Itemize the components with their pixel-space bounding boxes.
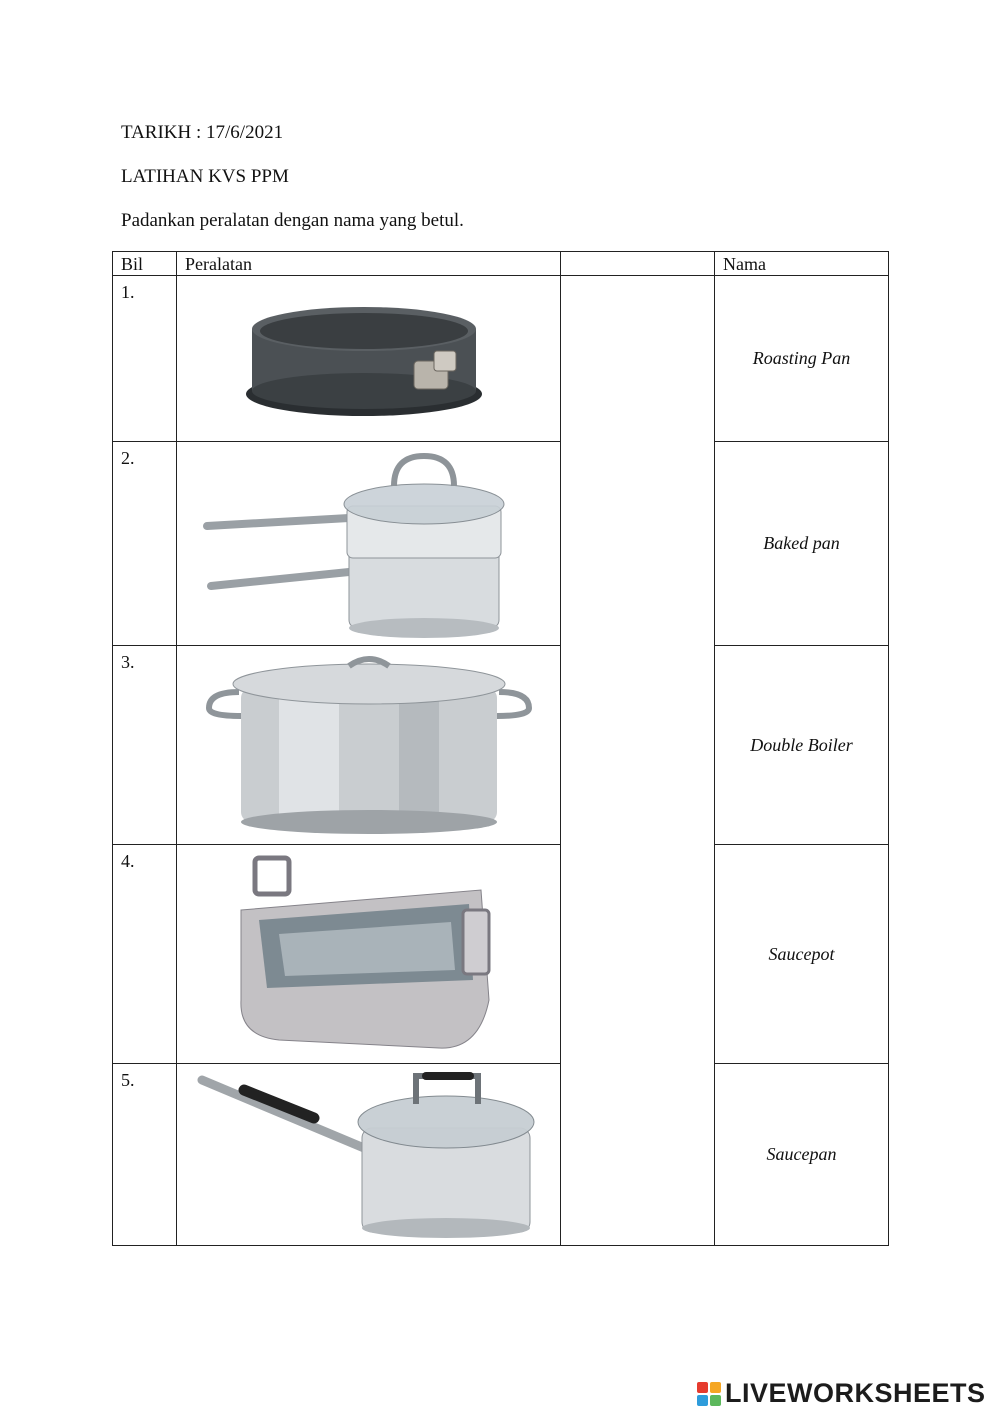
row-number: 3. (113, 646, 177, 845)
name-option[interactable]: Double Boiler (715, 646, 889, 845)
worksheet-title: LATIHAN KVS PPM (121, 166, 289, 187)
brand-name: LIVEWORKSHEETS (725, 1378, 986, 1408)
header-peralatan: Peralatan (177, 252, 561, 276)
table-row (113, 646, 889, 845)
table-row (113, 845, 889, 1064)
table-row (113, 1064, 889, 1246)
springform-pan-icon (244, 289, 494, 429)
saucepan-icon (194, 1068, 544, 1242)
table-row (113, 442, 889, 646)
equipment-cell (177, 276, 561, 442)
header-bil: Bil (113, 252, 177, 276)
header-nama: Nama (715, 252, 889, 276)
answer-column[interactable] (561, 276, 715, 1246)
brand-footer (697, 1378, 986, 1409)
equipment-cell (177, 845, 561, 1064)
liveworksheets-logo-icon (697, 1382, 721, 1406)
name-option[interactable]: Baked pan (715, 442, 889, 646)
name-option[interactable]: Saucepot (715, 845, 889, 1064)
equipment-cell (177, 1064, 561, 1246)
equipment-cell (177, 442, 561, 646)
table-row (113, 276, 889, 442)
name-option[interactable]: Saucepan (715, 1064, 889, 1246)
roasting-pan-icon (219, 850, 519, 1058)
name-option[interactable]: Roasting Pan (715, 276, 889, 442)
header-blank (561, 252, 715, 276)
double-boiler-icon (189, 446, 549, 642)
equipment-cell (177, 646, 561, 845)
row-number: 4. (113, 845, 177, 1064)
row-number: 5. (113, 1064, 177, 1246)
date-line: TARIKH : 17/6/2021 (121, 122, 284, 143)
instruction-text: Padankan peralatan dengan nama yang betul. (121, 210, 464, 231)
matching-table (112, 251, 889, 1246)
row-number: 1. (113, 276, 177, 442)
stockpot-icon (199, 652, 539, 838)
row-number: 2. (113, 442, 177, 646)
table-header-row (113, 252, 889, 276)
